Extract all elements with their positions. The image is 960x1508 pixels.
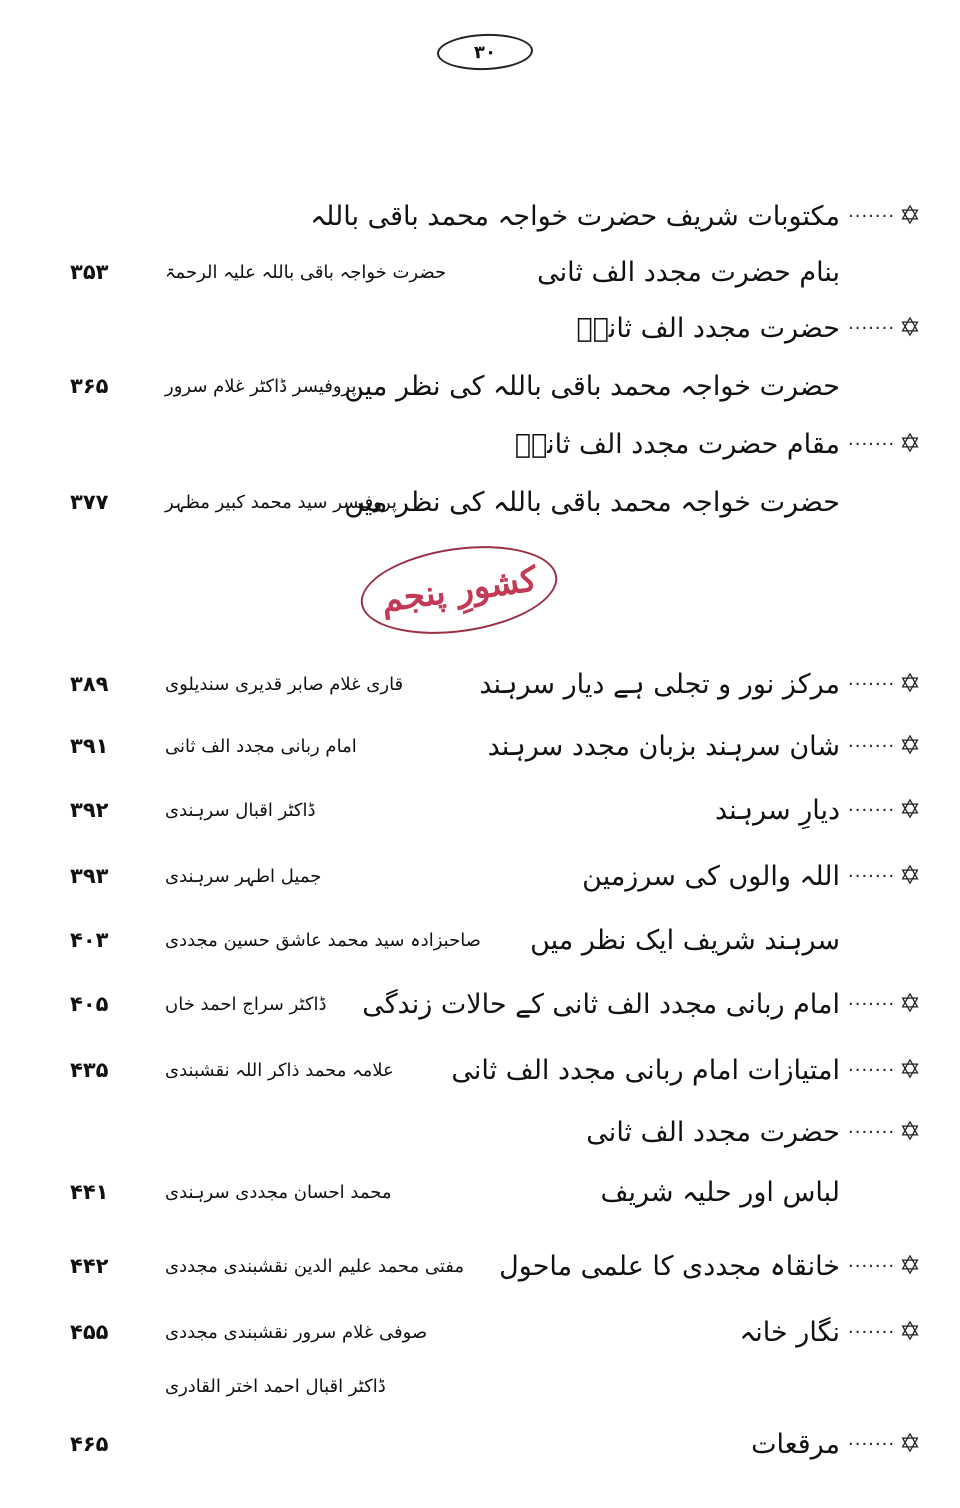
bullet-marker: [848, 1251, 928, 1281]
toc-row: [0, 976, 960, 1032]
toc-row: [0, 1304, 960, 1360]
entry-title: مرکز نور و تجلی ہے دیار سرہند: [479, 668, 840, 700]
star-bullet-icon: ✡: [899, 1055, 921, 1085]
entry-page-number: ۴۴۱: [70, 1180, 109, 1204]
entry-page-number: ۴۴۲: [70, 1254, 109, 1278]
star-bullet-icon: ✡: [899, 861, 921, 891]
star-bullet-icon: ✡: [899, 1251, 921, 1281]
toc-row: [0, 474, 960, 530]
entry-author: جمیل اطہر سرہندی: [165, 865, 322, 887]
bullet-marker: [848, 861, 928, 891]
bullet-marker: [848, 1317, 928, 1347]
entry-page-number: ۴۰۳: [70, 928, 109, 952]
entry-title: حضرت مجدد الف ثانی: [586, 1116, 840, 1148]
entry-title: نگار خانہ: [739, 1316, 840, 1348]
leader-dots: ·······: [848, 735, 896, 757]
leader-dots: ·······: [848, 1059, 896, 1081]
entry-page-number: ۳۸۹: [70, 672, 109, 696]
bullet-marker: [848, 1429, 928, 1459]
entry-author: پروفیسر ڈاکٹر غلام سرور: [165, 375, 357, 397]
leader-dots: ·······: [848, 1433, 896, 1455]
entry-author: علامہ محمد ذاکر اللہ نقشبندی: [165, 1059, 394, 1081]
entry-title: مرقعات: [751, 1428, 840, 1460]
leader-dots: ·······: [848, 865, 896, 887]
toc-row: [0, 244, 960, 300]
entry-author: ڈاکٹر اقبال سرہندی: [165, 799, 316, 821]
entry-page-number: ۴۶۵: [70, 1432, 109, 1456]
leader-dots: ·······: [848, 1255, 896, 1277]
entry-author: صوفی غلام سرور نقشبندی مجددی: [165, 1321, 428, 1343]
toc-row: [0, 912, 960, 968]
bullet-marker: [848, 1117, 928, 1147]
toc-row: [0, 782, 960, 838]
entry-page-number: ۳۹۱: [70, 734, 109, 758]
entry-page-number: ۳۶۵: [70, 374, 109, 398]
toc-row: [0, 718, 960, 774]
entry-title: دیارِ سرہند: [714, 794, 840, 826]
leader-dots: ·······: [848, 1121, 896, 1143]
star-bullet-icon: ✡: [899, 795, 921, 825]
leader-dots: ·······: [848, 799, 896, 821]
bullet-marker: [848, 731, 928, 761]
toc-row: [0, 1238, 960, 1294]
star-bullet-icon: ✡: [899, 201, 921, 231]
bullet-marker: [848, 669, 928, 699]
toc-row: [0, 848, 960, 904]
star-bullet-icon: ✡: [899, 669, 921, 699]
star-bullet-icon: ✡: [899, 429, 921, 459]
star-bullet-icon: ✡: [899, 731, 921, 761]
entry-author: امام ربانی مجدد الف ثانی: [165, 735, 357, 757]
toc-row: [0, 188, 960, 244]
entry-title: امام ربانی مجدد الف ثانی کے حالات زندگی: [362, 988, 840, 1020]
entry-title: لباس اور حلیہ شریف: [600, 1176, 840, 1208]
star-bullet-icon: ✡: [899, 1117, 921, 1147]
toc-row: [0, 1416, 960, 1472]
entry-author: ڈاکٹر سراج احمد خاں: [165, 993, 327, 1015]
section-title: کشورِ پنجم: [378, 559, 540, 621]
entry-author: صاحبزادہ سید محمد عاشق حسین مجددی: [165, 929, 481, 951]
entry-title: امتیازات امام ربانی مجدد الف ثانی: [451, 1054, 840, 1086]
entry-page-number: ۴۵۵: [70, 1320, 109, 1344]
leader-dots: ·······: [848, 1321, 896, 1343]
entry-page-number: ۳۹۲: [70, 798, 109, 822]
toc-row: [0, 1164, 960, 1220]
leader-dots: ·······: [848, 317, 896, 339]
entry-title: شان سرہند بزبان مجدد سرہند: [487, 730, 840, 762]
bullet-marker: [848, 313, 928, 343]
entry-title: حضرت خواجہ محمد باقی باللہ کی نظر میں: [344, 370, 840, 402]
leader-dots: ·······: [848, 673, 896, 695]
bullet-marker: [848, 429, 928, 459]
entry-author: پروفیسر سید محمد کبیر مظہر: [165, 491, 397, 513]
toc-row: [0, 416, 960, 472]
entry-author: محمد احسان مجددی سرہندی: [165, 1181, 392, 1203]
leader-dots: ·······: [848, 433, 896, 455]
bullet-marker: [848, 989, 928, 1019]
leader-dots: ·······: [848, 993, 896, 1015]
toc-row: [0, 656, 960, 712]
entry-title: حضرت خواجہ محمد باقی باللہ کی نظر میں: [344, 486, 840, 518]
entry-title: مکتوبات شریف حضرت خواجہ محمد باقی باللہ: [310, 200, 840, 232]
entry-author: ڈاکٹر اقبال احمد اختر القادری: [165, 1375, 386, 1397]
toc-row: [0, 1042, 960, 1098]
entry-title: خانقاہ مجددی کا علمی ماحول: [499, 1250, 840, 1282]
page-number: ۳۰: [473, 41, 497, 63]
toc-row: [0, 300, 960, 356]
toc-row: [0, 1104, 960, 1160]
section-heading-oval: [355, 535, 563, 646]
star-bullet-icon: ✡: [899, 1317, 921, 1347]
entry-page-number: ۳۹۳: [70, 864, 109, 888]
entry-page-number: ۴۳۵: [70, 1058, 109, 1082]
entry-page-number: ۴۰۵: [70, 992, 109, 1016]
bullet-marker: [848, 1055, 928, 1085]
star-bullet-icon: ✡: [899, 1429, 921, 1459]
star-bullet-icon: ✡: [899, 313, 921, 343]
leader-dots: ·······: [848, 205, 896, 227]
page-number-badge: [436, 32, 533, 71]
entry-title: حضرت مجدد الف ثانیؒ: [576, 312, 840, 344]
entry-title: بنام حضرت مجدد الف ثانی: [537, 256, 840, 288]
bullet-marker: [848, 201, 928, 231]
entry-author: مفتی محمد علیم الدین نقشبندی مجددی: [165, 1255, 465, 1277]
toc-row: [0, 358, 960, 414]
bullet-marker: [848, 795, 928, 825]
star-bullet-icon: ✡: [899, 989, 921, 1019]
entry-title: اللہ والوں کی سرزمین: [582, 860, 840, 892]
entry-author: حضرت خواجہ باقی باللہ علیہ الرحمۃ: [165, 261, 447, 283]
entry-title: مقام حضرت مجدد الف ثانیؒ: [514, 428, 840, 460]
toc-row: [0, 1358, 960, 1414]
entry-page-number: ۳۵۳: [70, 260, 109, 284]
entry-page-number: ۳۷۷: [70, 490, 109, 514]
entry-title: سرہند شریف ایک نظر میں: [530, 924, 840, 956]
entry-author: قاری غلام صابر قدیری سندیلوی: [165, 673, 404, 695]
